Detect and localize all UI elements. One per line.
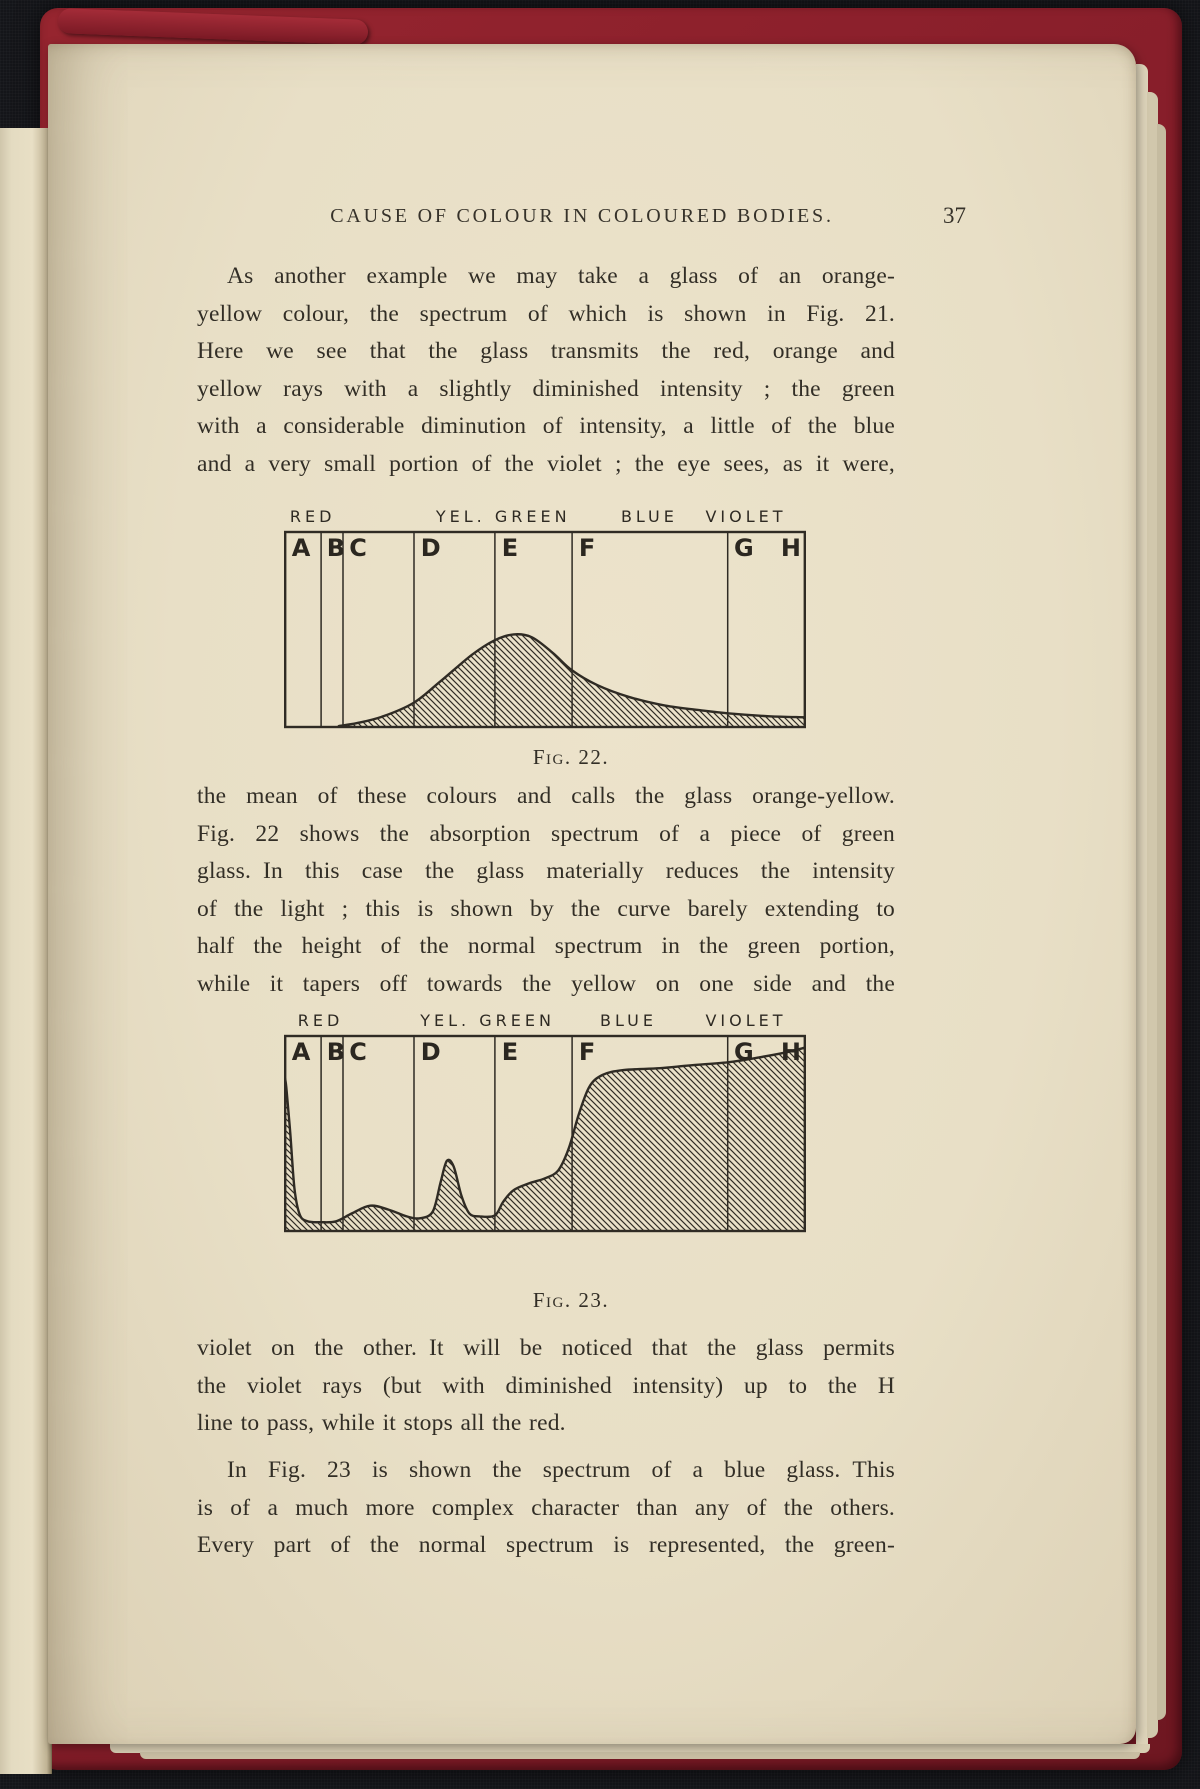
fraunhofer-letter: H [780,534,801,562]
figure-23 [284,1009,806,1312]
page-edge [140,1752,1140,1759]
spectrum-diagram-blue-glass [284,1009,806,1235]
text-line: while it tapers off towards the yellow on one side and the [197,970,895,997]
region-label: VIOLET [705,507,787,526]
fraunhofer-letter: H [780,1038,801,1066]
paragraph [197,1330,895,1443]
text-line: with a considerable diminution of intensity, a little of the blue [197,413,895,439]
fraunhofer-letter: E [501,534,519,562]
region-label: VIOLET [705,1011,787,1030]
text-line: the violet rays (but with diminished intensity) up to the H [197,1372,895,1399]
spectrum-diagram-green-glass [284,505,806,731]
fraunhofer-letter: C [349,1038,367,1066]
text-line: Every part of the normal spectrum is represented, the green- [197,1532,895,1558]
text-line: and a very small portion of the violet ; the eye sees, as it were, [197,450,895,477]
figure-22 [284,505,806,769]
text-line: the mean of these colours and calls the glass orange-yellow. [197,783,895,809]
fraunhofer-letter: E [501,1038,519,1066]
paragraph [197,258,895,483]
text-line: of the light ; this is shown by the curve barely extending to [197,895,895,922]
text-line: As another example we may take a glass of an orange- [227,263,895,289]
fraunhofer-letter: A [291,1038,311,1066]
region-label: RED [289,507,336,526]
book-page [48,44,1136,1744]
fraunhofer-letter: G [734,534,754,562]
page-header [197,205,967,235]
figure-caption: Fig. 23. [532,1288,610,1312]
gutter-pages [0,128,52,1774]
paragraph [197,1452,895,1565]
figure-caption: Fig. 22. [532,745,610,769]
text-line: half the height of the normal spectrum in the green portion, [197,933,895,959]
fraunhofer-letter: D [420,534,441,562]
fraunhofer-letter: A [291,534,311,562]
text-line: line to pass, while it stops all the red. [197,1410,566,1436]
fraunhofer-letter: D [420,1038,441,1066]
region-label: BLUE [620,507,678,526]
absorption-area [285,1048,805,1231]
fraunhofer-letter: F [578,1038,596,1066]
page-edge [1157,124,1166,1720]
page-number: 37 [943,203,966,228]
region-label: YEL. GREEN [435,507,571,526]
fraunhofer-letter: G [734,1038,754,1066]
fraunhofer-letter: B [326,1038,346,1066]
text-line: is of a much more complex character than any of the others. [197,1494,895,1521]
text-line: Fig. 22 shows the absorption spectrum of a piece of green [197,820,895,847]
running-header: CAUSE OF COLOUR IN COLOURED BODIES. [330,205,834,227]
text-line: glass. In this case the glass materially reduces the intensity [197,858,895,884]
region-label: BLUE [600,1011,657,1030]
text-line: violet on the other. It will be noticed that the glass permits [197,1335,895,1361]
text-line: Here we see that the glass transmits the red, orange and [197,338,895,364]
fraunhofer-letter: F [578,534,596,562]
paragraph [197,778,895,1003]
fraunhofer-letter: B [326,534,346,562]
text-line: In Fig. 23 is shown the spectrum of a blue glass. This [227,1457,895,1483]
text-line: yellow colour, the spectrum of which is shown in Fig. 21. [197,300,895,327]
region-label: YEL. GREEN [420,1011,555,1030]
text-line: yellow rays with a slightly diminished intensity ; the green [197,375,895,402]
fraunhofer-letter: C [349,534,367,562]
region-label: RED [297,1011,344,1030]
